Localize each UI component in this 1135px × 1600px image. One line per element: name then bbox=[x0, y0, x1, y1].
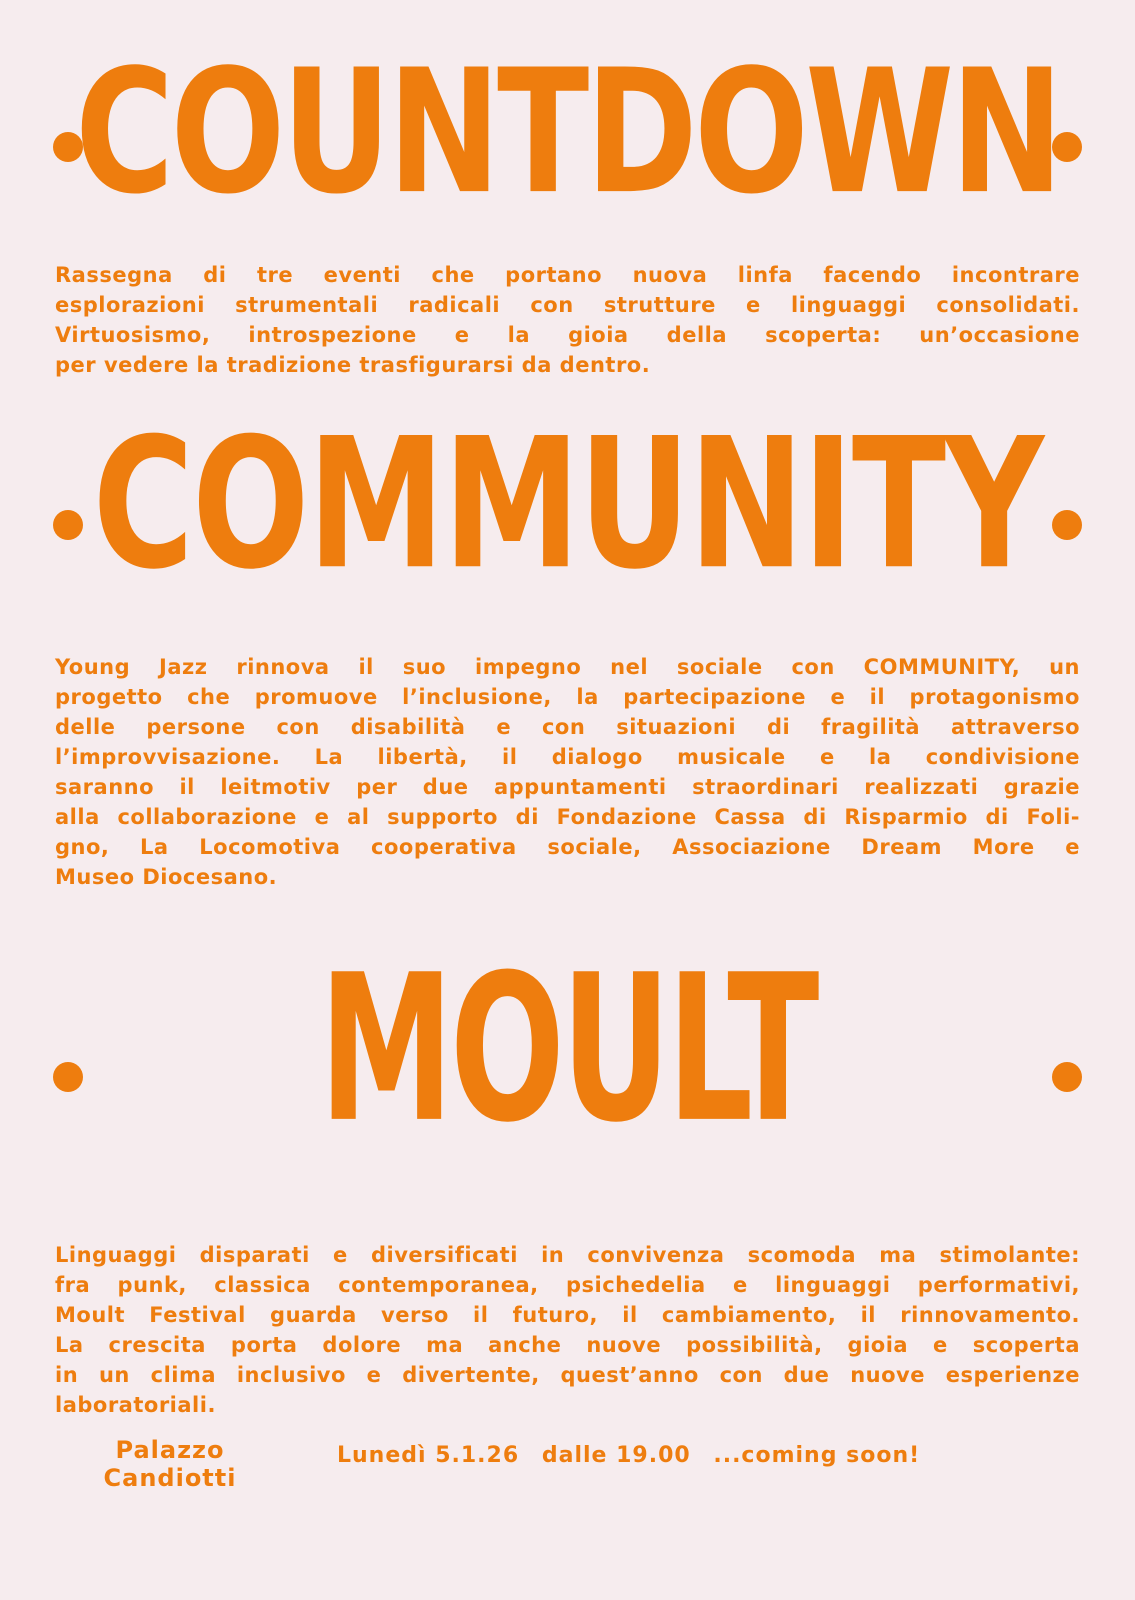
community-line: l’improvvisazione. La libertà, il dialogo musicale e la condivisione bbox=[55, 745, 1080, 769]
community-line: saranno il leitmotiv per due appuntamenti straordinari realizzati grazie bbox=[55, 775, 1080, 799]
coming-soon-note: ...coming soon! bbox=[713, 1443, 921, 1468]
venue-name bbox=[60, 1436, 280, 1492]
venue-line: Palazzo bbox=[115, 1436, 225, 1464]
countdown-line: Rassegna di tre eventi che portano nuova linfa facendo incontrare bbox=[55, 263, 1080, 287]
moult-line: in un clima inclusivo e divertente, quest’anno con due nuove esperienze bbox=[55, 1363, 1080, 1387]
community-line: Museo Diocesano. bbox=[55, 865, 278, 889]
event-date-line bbox=[337, 1443, 934, 1468]
event-time: dalle 19.00 bbox=[541, 1443, 691, 1468]
community-line: Young Jazz rinnova il suo impegno nel sociale con COMMUNITY, un bbox=[55, 655, 1080, 679]
moult-line: La crescita porta dolore ma anche nuove possibilità, gioia e scoperta bbox=[55, 1333, 1080, 1357]
moult-line: laboratoriali. bbox=[55, 1393, 216, 1417]
event-date: Lunedì 5.1.26 bbox=[337, 1443, 520, 1468]
moult-line: Linguaggi disparati e diversificati in convivenza scomoda ma stimolante: bbox=[55, 1243, 1080, 1267]
countdown-title: COUNTDOWN bbox=[75, 33, 1060, 233]
community-line: progetto che promuove l’inclusione, la partecipazione e il protagonismo bbox=[55, 685, 1080, 709]
moult-title: MOULT bbox=[319, 932, 816, 1168]
countdown-line: Virtuosismo, introspezione e la gioia della scoperta: un’occasione bbox=[55, 323, 1080, 347]
countdown-line: per vedere la tradizione trasfigurarsi da dentro. bbox=[55, 353, 651, 377]
countdown-line: esplorazioni strumentali radicali con strutture e linguaggi consolidati. bbox=[55, 293, 1080, 317]
community-line: delle persone con disabilità e con situazioni di fragilità attraverso bbox=[55, 715, 1080, 739]
community-title: COMMUNITY bbox=[92, 400, 1043, 610]
countdown-description bbox=[55, 260, 1080, 380]
moult-line: Moult Festival guarda verso il futuro, il cambiamento, il rinnovamento. bbox=[55, 1303, 1080, 1327]
community-line: alla collaborazione e al supporto di Fondazione Cassa di Risparmio di Foli- bbox=[55, 805, 1080, 829]
community-description bbox=[55, 652, 1080, 892]
moult-line: fra punk, classica contemporanea, psichedelia e linguaggi performativi, bbox=[55, 1273, 1080, 1297]
community-line: gno, La Locomotiva cooperativa sociale, Associazione Dream More e bbox=[55, 835, 1080, 859]
moult-description bbox=[55, 1240, 1080, 1420]
venue-line: Candiotti bbox=[103, 1464, 237, 1492]
